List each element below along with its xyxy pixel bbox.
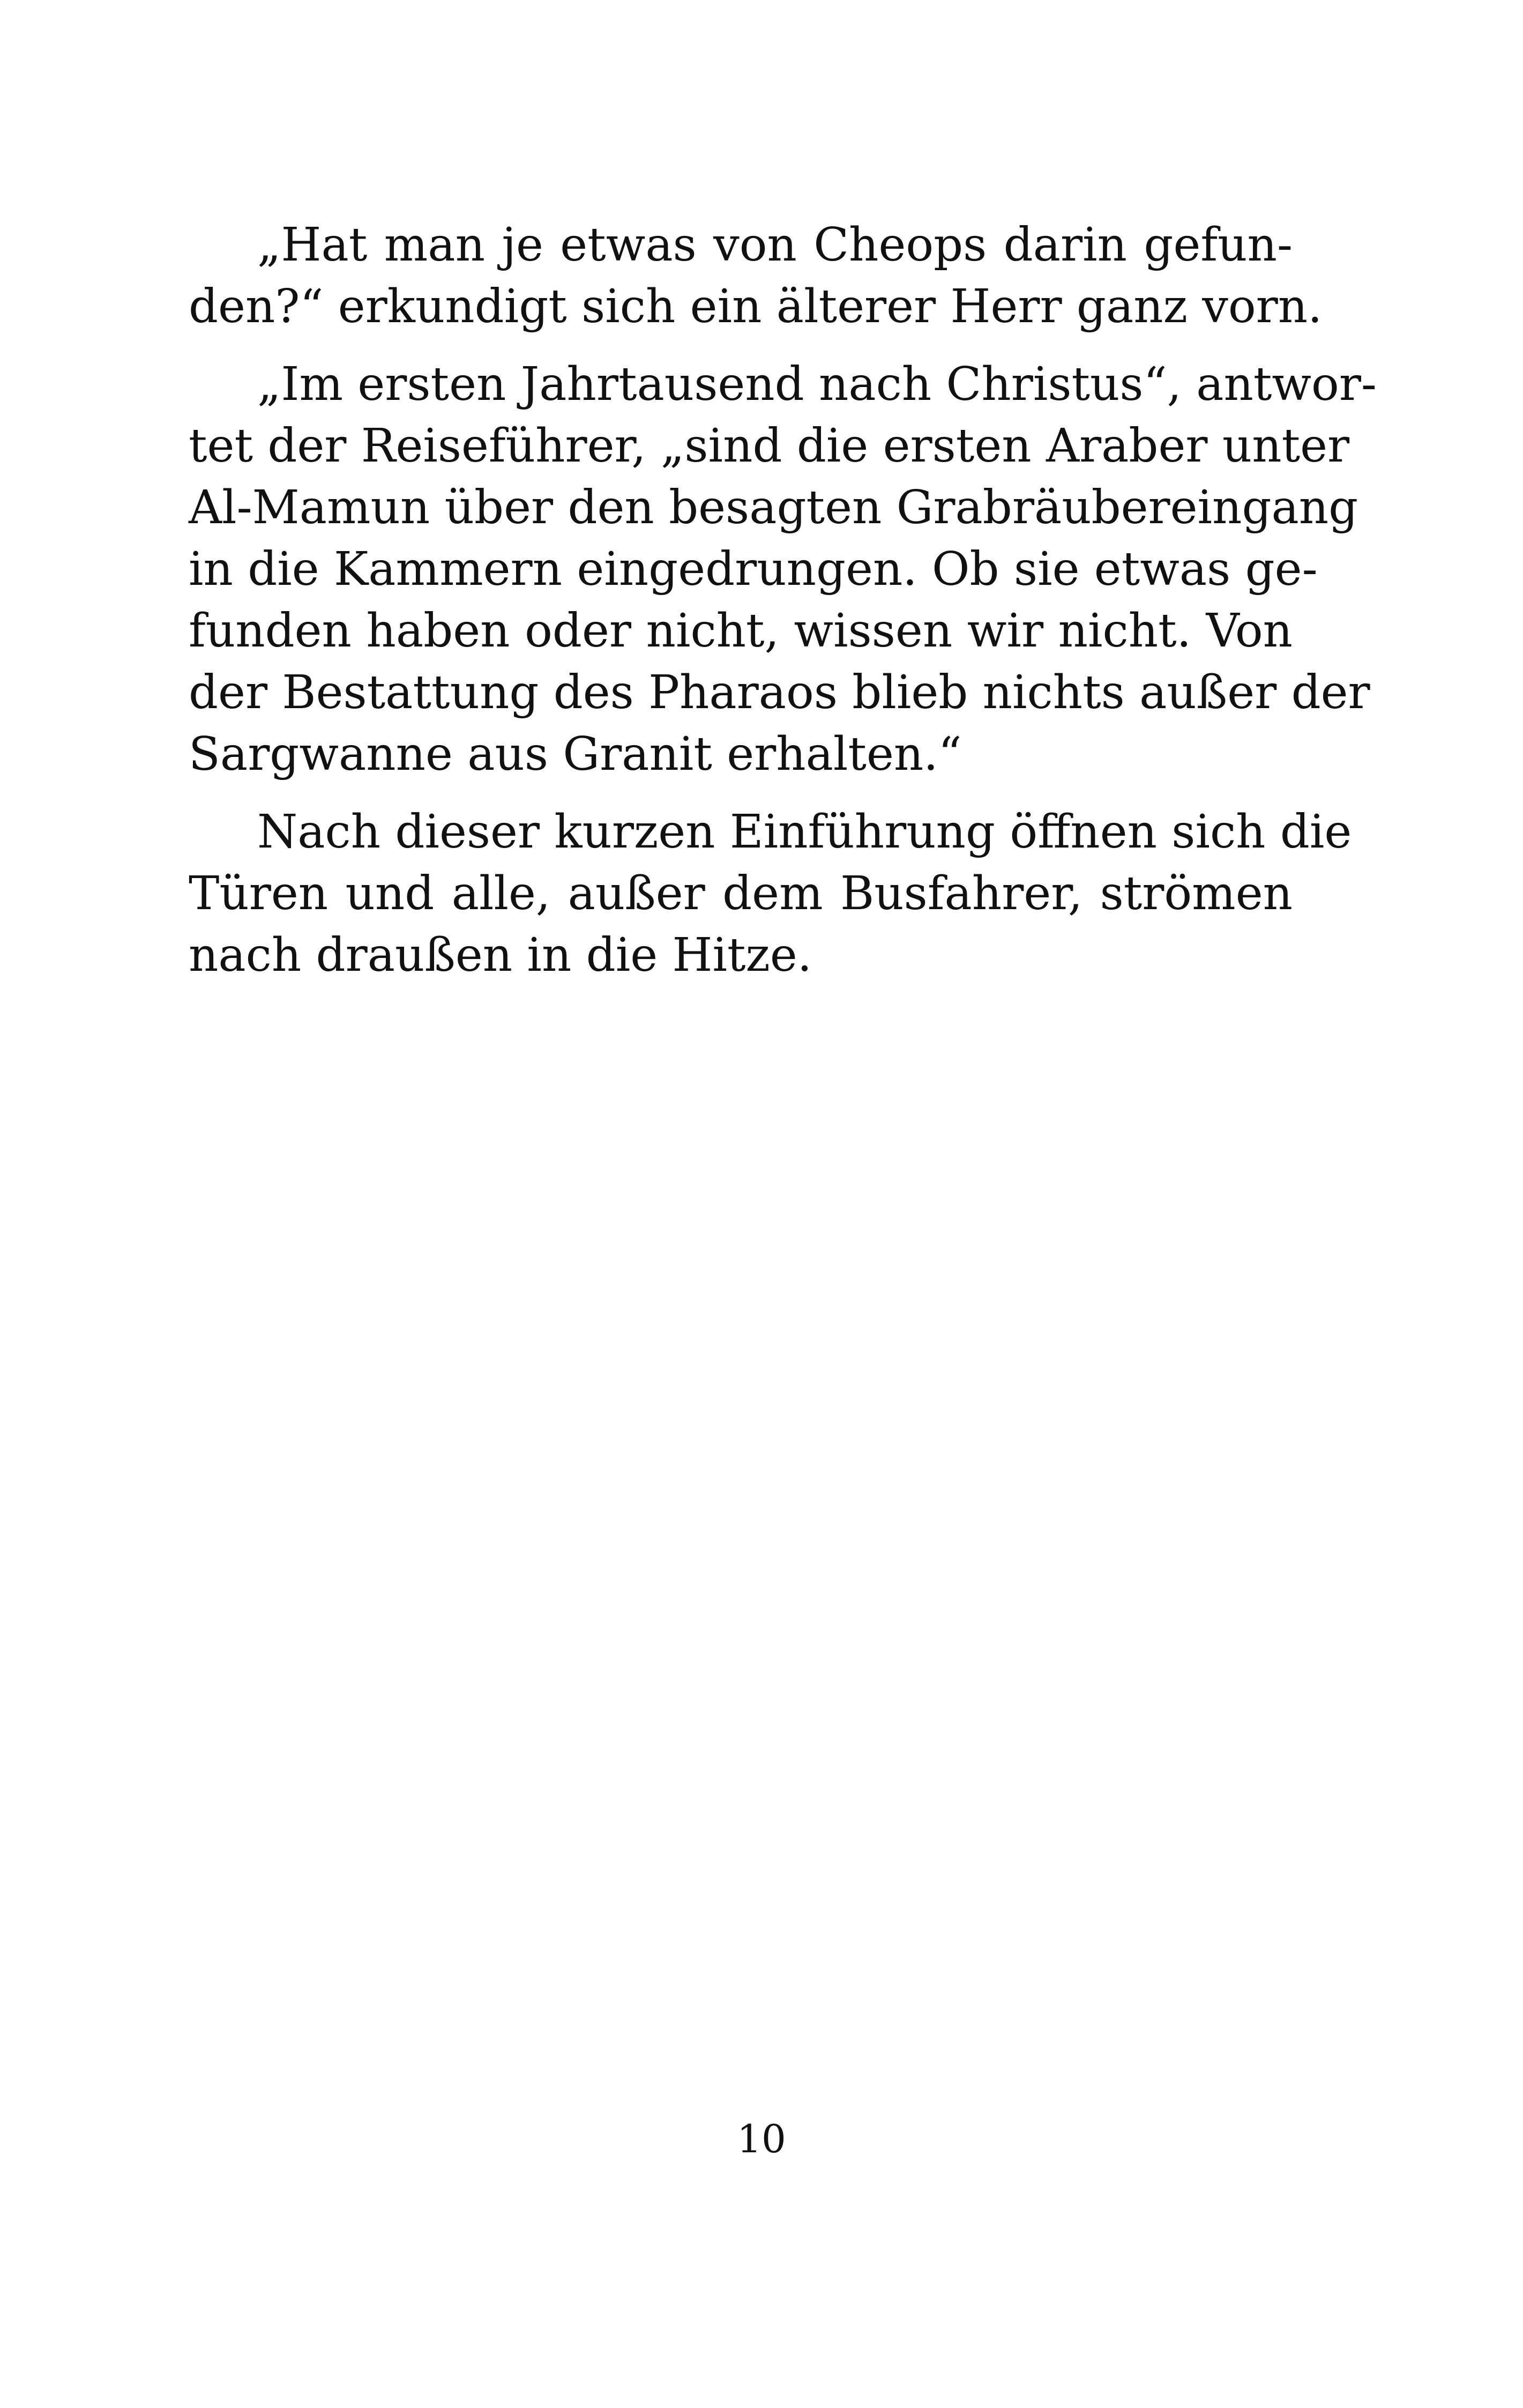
body-text bbox=[189, 214, 1377, 1002]
paragraph-2 bbox=[189, 354, 1377, 785]
text-line: „Im ersten Jahrtausend nach Christus“, antwor- bbox=[257, 358, 1377, 411]
text-line: Türen und alle, außer dem Busfahrer, strömen bbox=[189, 867, 1293, 920]
text-line: tet der Reiseführer, „sind die ersten Araber unter bbox=[189, 419, 1350, 473]
text-line: der Bestattung des Pharaos blieb nichts außer der bbox=[189, 666, 1370, 719]
text-line: funden haben oder nicht, wissen wir nicht. Von bbox=[189, 604, 1293, 658]
text-line: nach draußen in die Hitze. bbox=[189, 928, 812, 982]
text-line: in die Kammern eingedrungen. Ob sie etwas ge- bbox=[189, 542, 1318, 596]
paragraph-3 bbox=[189, 801, 1352, 986]
paragraph-1 bbox=[189, 214, 1323, 338]
text-line: Sargwanne aus Granit erhalten.“ bbox=[189, 727, 962, 781]
page-number: 10 bbox=[737, 2116, 786, 2161]
text-line: den?“ erkundigt sich ein älterer Herr ganz vorn. bbox=[189, 280, 1323, 333]
text-line: Al-Mamun über den besagten Grabräubereingang bbox=[189, 481, 1358, 534]
text-line: „Hat man je etwas von Cheops darin gefun- bbox=[257, 218, 1293, 272]
text-line: Nach dieser kurzen Einführung öffnen sich die bbox=[257, 805, 1352, 859]
